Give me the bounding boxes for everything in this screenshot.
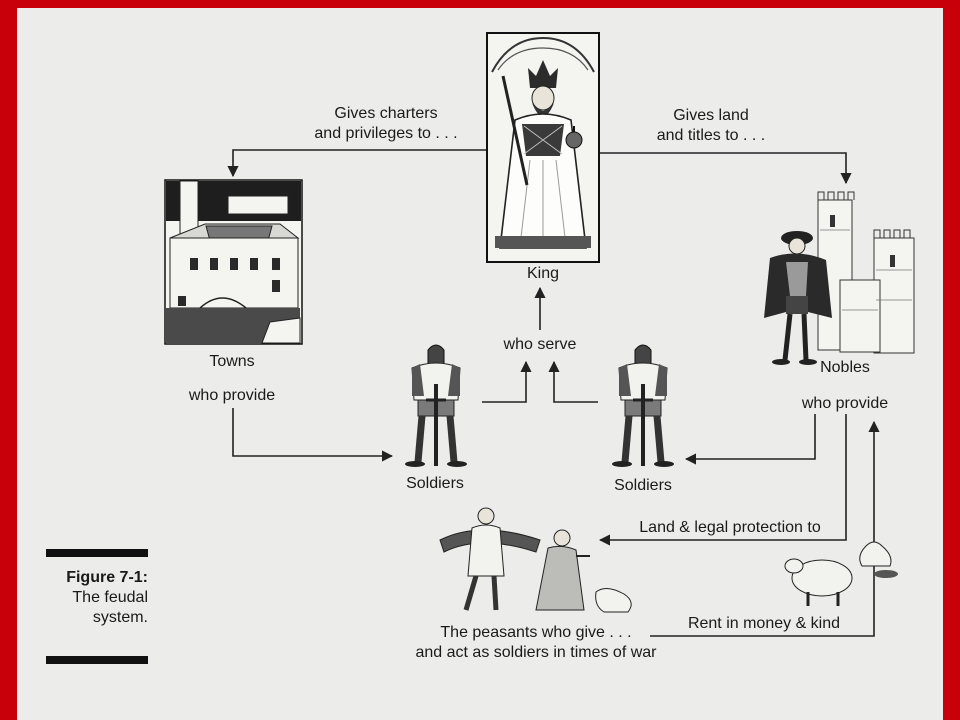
caption-line1: The feudal [72, 589, 148, 606]
sheep-illustration [785, 559, 852, 606]
caption-line2: system. [92, 609, 148, 626]
label-towns-who-provide: who provide [188, 387, 276, 404]
label-peasants-line1: The peasants who give . . . [440, 624, 632, 641]
peasants-illustration [440, 508, 631, 612]
label-rent: Rent in money & kind [687, 615, 841, 632]
label-gives-charters-line1: Gives charters [334, 105, 438, 122]
noble-castle-illustration [764, 192, 914, 365]
label-gives-charters-line2: and privileges to . . . [314, 125, 458, 142]
label-soldiers-left: Soldiers [406, 475, 464, 492]
arrow-right-soldiers-serve [554, 362, 598, 402]
figure-caption [40, 568, 148, 628]
arrow-left-soldiers-serve [482, 362, 526, 402]
label-gives-land-line2: and titles to . . . [656, 127, 766, 144]
arrow-towns-to-soldiers [233, 408, 392, 456]
label-peasants-line2: and act as soldiers in times of war [415, 644, 657, 661]
label-peasants [388, 623, 684, 663]
caption-rule-top [46, 549, 148, 557]
label-who-serve: who serve [503, 336, 577, 353]
label-gives-land-line1: Gives land [673, 107, 749, 124]
label-gives-land [636, 106, 786, 146]
caption-rule-bottom [46, 656, 148, 664]
arrow-king-to-nobles [600, 153, 846, 183]
label-gives-charters [300, 104, 472, 144]
soldier-illustration-left [405, 345, 467, 467]
town-illustration [165, 180, 302, 344]
label-king: King [526, 265, 560, 282]
caption-figure-number: Figure 7-1: [66, 569, 148, 586]
label-land-legal-protection: Land & legal protection to [639, 519, 821, 536]
label-towns: Towns [209, 353, 255, 370]
label-nobles-who-provide: who provide [801, 395, 889, 412]
arrow-nobles-to-soldiers [686, 414, 815, 459]
king-illustration [487, 33, 599, 262]
money-bag-icon [860, 542, 898, 578]
label-nobles: Nobles [820, 359, 870, 376]
soldier-illustration-right [612, 345, 674, 467]
label-soldiers-right: Soldiers [614, 477, 672, 494]
arrow-king-to-towns [233, 150, 487, 176]
